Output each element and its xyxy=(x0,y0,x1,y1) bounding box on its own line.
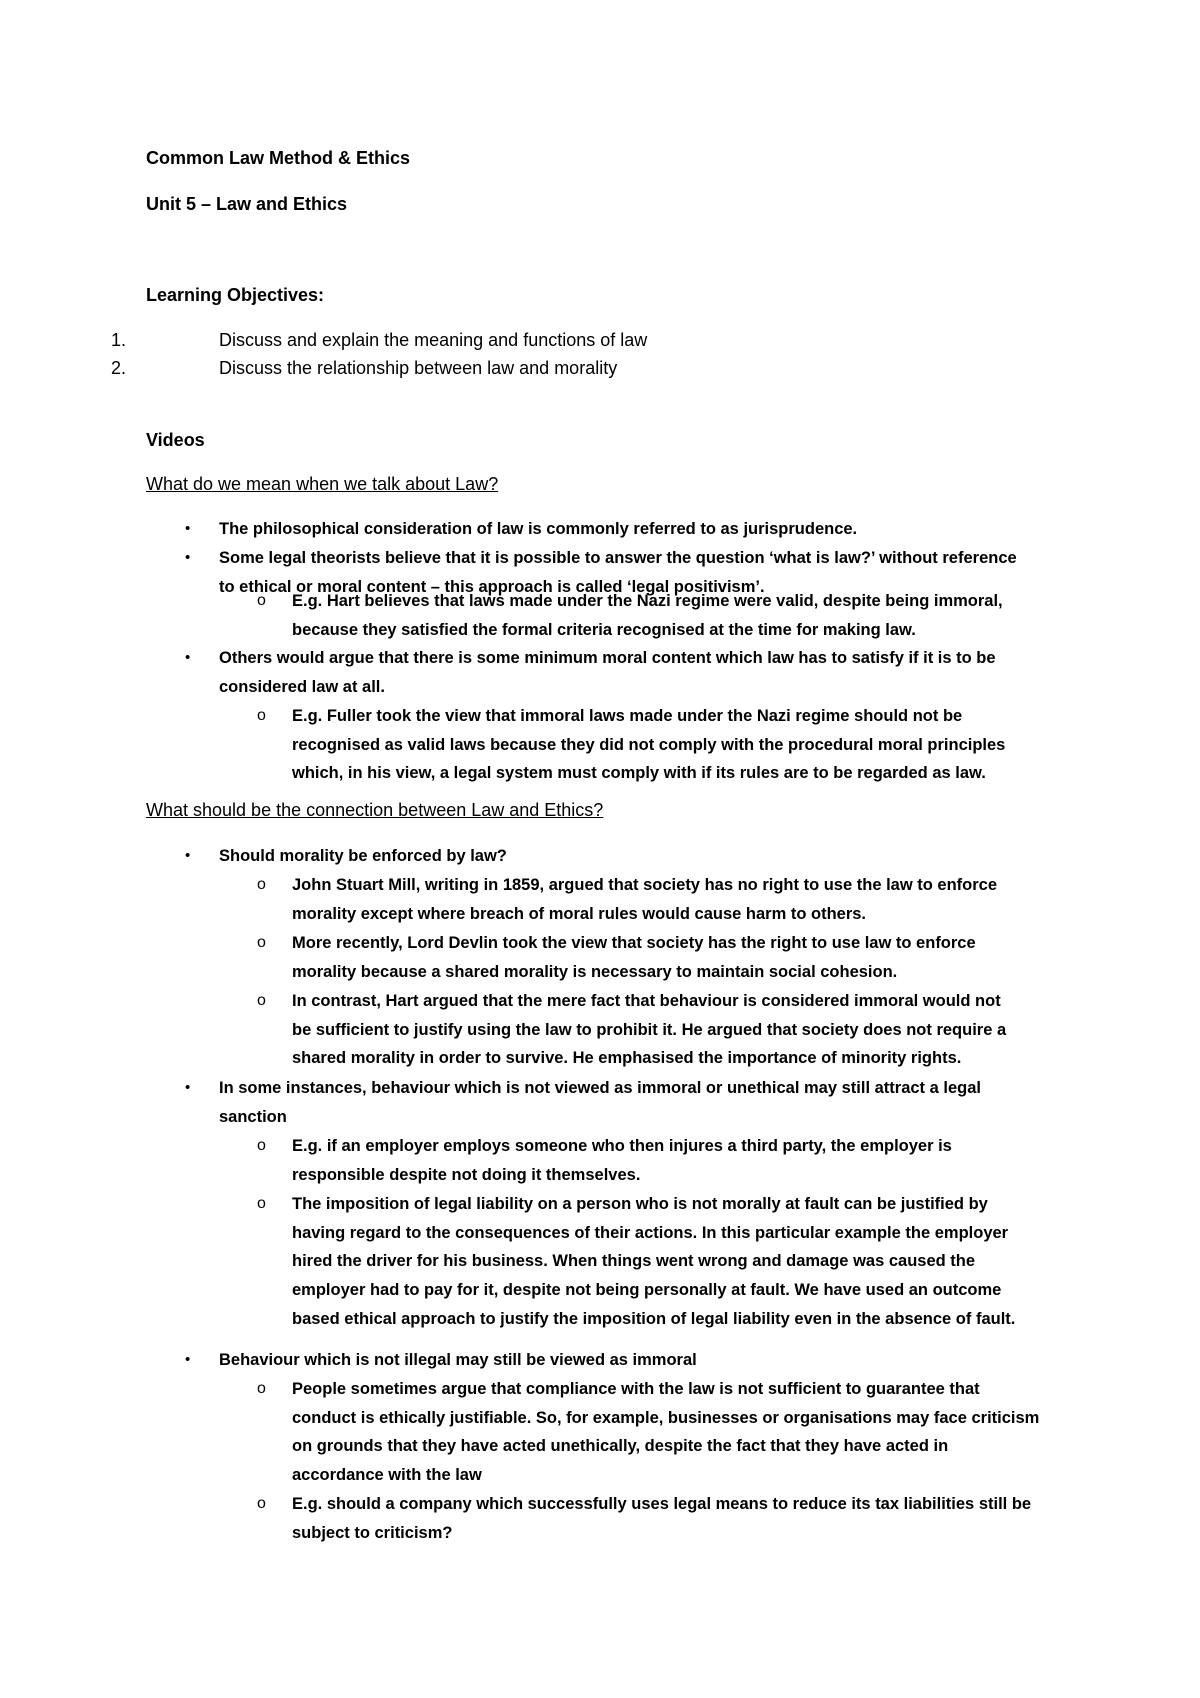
bullet-text-line: In contrast, Hart argued that the mere fact that behaviour is considered immoral would not xyxy=(292,992,1001,1010)
learning-objectives-heading: Learning Objectives: xyxy=(146,285,325,305)
sub-bullet-item xyxy=(257,871,998,928)
sub-bullet-item xyxy=(257,1375,1040,1490)
bullet-text-line: John Stuart Mill, writing in 1859, argued that society has no right to use the law to enforce xyxy=(292,876,998,894)
bullet-text-line: on grounds that they have acted unethically, despite the fact that they have acted in xyxy=(292,1437,949,1456)
videos-heading: Videos xyxy=(146,430,205,450)
bullet-text-line: The imposition of legal liability on a person who is not morally at fault can be justified by xyxy=(292,1195,988,1213)
objective-number: 1. xyxy=(111,330,127,350)
bullet-text-line: morality except where breach of moral rules would cause harm to others. xyxy=(292,904,867,923)
bullet-text-line: In some instances, behaviour which is not viewed as immoral or unethical may still attract a legal xyxy=(219,1079,981,1097)
bullet-item xyxy=(185,515,858,544)
bullet-text-line: be sufficient to justify using the law to prohibit it. He argued that society does not require a xyxy=(292,1020,1007,1039)
objective-text: Discuss and explain the meaning and functions of law xyxy=(219,330,648,350)
sub-bullet-marker: o xyxy=(257,707,266,724)
bullet-marker: • xyxy=(185,549,191,566)
bullet-text-line: sanction xyxy=(219,1107,287,1126)
bullet-item xyxy=(185,842,507,871)
bullet-marker: • xyxy=(185,520,191,537)
sub-bullet-item xyxy=(257,987,1007,1073)
sub-bullet-item xyxy=(257,1132,952,1189)
bullet-text-line: Others would argue that there is some minimum moral content which law has to satisfy if it is to be xyxy=(219,649,996,667)
bullet-marker: • xyxy=(185,1079,191,1096)
section-heading-law-and-ethics: What should be the connection between Law and Ethics? xyxy=(146,800,604,820)
bullet-marker: • xyxy=(185,1351,191,1368)
section-heading-what-is-law: What do we mean when we talk about Law? xyxy=(146,474,499,494)
course-title: Common Law Method & Ethics xyxy=(146,148,411,168)
bullet-text-line: because they satisfied the formal criteria recognised at the time for making law. xyxy=(292,620,916,639)
bullet-marker: • xyxy=(185,649,191,666)
bullet-marker: • xyxy=(185,847,191,864)
bullet-text-line: The philosophical consideration of law is commonly referred to as jurisprudence. xyxy=(219,520,858,538)
sub-bullet-marker: o xyxy=(257,1137,266,1154)
bullet-text-line: responsible despite not doing it themselves. xyxy=(292,1165,641,1184)
unit-title: Unit 5 – Law and Ethics xyxy=(146,194,348,214)
bullet-text-line: conduct is ethically justifiable. So, for example, businesses or organisations may face criticism xyxy=(292,1408,1040,1427)
bullet-text-line: subject to criticism? xyxy=(292,1523,453,1542)
bullet-text-line: Some legal theorists believe that it is possible to answer the question ‘what is law?’ without reference xyxy=(219,549,1017,567)
sub-bullet-marker: o xyxy=(257,592,266,609)
bullet-text-line: People sometimes argue that compliance with the law is not sufficient to guarantee that xyxy=(292,1380,980,1398)
sub-bullet-marker: o xyxy=(257,876,266,893)
bullet-text-line: More recently, Lord Devlin took the view that society has the right to use law to enforce xyxy=(292,934,976,952)
sub-bullet-item xyxy=(257,587,1003,644)
objective-number: 2. xyxy=(111,358,127,378)
sub-bullet-marker: o xyxy=(257,1380,266,1397)
bullet-text-line: Should morality be enforced by law? xyxy=(219,847,507,865)
bullet-item xyxy=(185,1346,697,1375)
sub-bullet-item xyxy=(257,702,1006,788)
sub-bullet-item xyxy=(257,1490,1032,1547)
bullet-text-line: having regard to the consequences of their actions. In this particular example the employer xyxy=(292,1223,1009,1242)
bullet-text-line: considered law at all. xyxy=(219,677,385,696)
bullet-text-line: Behaviour which is not illegal may still be viewed as immoral xyxy=(219,1351,697,1369)
bullet-text-line: employer had to pay for it, despite not being personally at fault. We have used an outcome xyxy=(292,1281,1002,1300)
bullet-text-line: E.g. Fuller took the view that immoral laws made under the Nazi regime should not be xyxy=(292,707,963,725)
bullet-text-line: E.g. should a company which successfully uses legal means to reduce its tax liabilities still be xyxy=(292,1495,1032,1513)
objective-text: Discuss the relationship between law and morality xyxy=(219,358,618,378)
bullet-text-line: based ethical approach to justify the imposition of legal liability even in the absence of fault. xyxy=(292,1309,1016,1328)
bullet-text-line: accordance with the law xyxy=(292,1466,482,1485)
bullet-text-line: which, in his view, a legal system must comply with if its rules are to be regarded as law. xyxy=(292,764,986,783)
sub-bullet-marker: o xyxy=(257,934,266,951)
sub-bullet-marker: o xyxy=(257,1195,266,1212)
bullet-item xyxy=(185,1074,981,1131)
bullet-text-line: shared morality in order to survive. He emphasised the importance of minority rights. xyxy=(292,1049,962,1068)
bullet-text-line: morality because a shared morality is necessary to maintain social cohesion. xyxy=(292,962,898,981)
bullet-item xyxy=(185,644,996,701)
bullet-text-line: recognised as valid laws because they did not comply with the procedural moral principles xyxy=(292,735,1006,754)
bullet-text-line: E.g. Hart believes that laws made under the Nazi regime were valid, despite being immoral, xyxy=(292,592,1003,610)
sub-bullet-item xyxy=(257,1190,1016,1334)
bullet-text-line: hired the driver for his business. When things went wrong and damage was caused the xyxy=(292,1252,976,1271)
sub-bullet-marker: o xyxy=(257,992,266,1009)
bullet-text-line: E.g. if an employer employs someone who then injures a third party, the employer is xyxy=(292,1137,952,1155)
sub-bullet-marker: o xyxy=(257,1495,266,1512)
sub-bullet-item xyxy=(257,929,976,986)
bullet-text-line: to ethical or moral content – this approach is called ‘legal positivism’. xyxy=(219,577,765,596)
